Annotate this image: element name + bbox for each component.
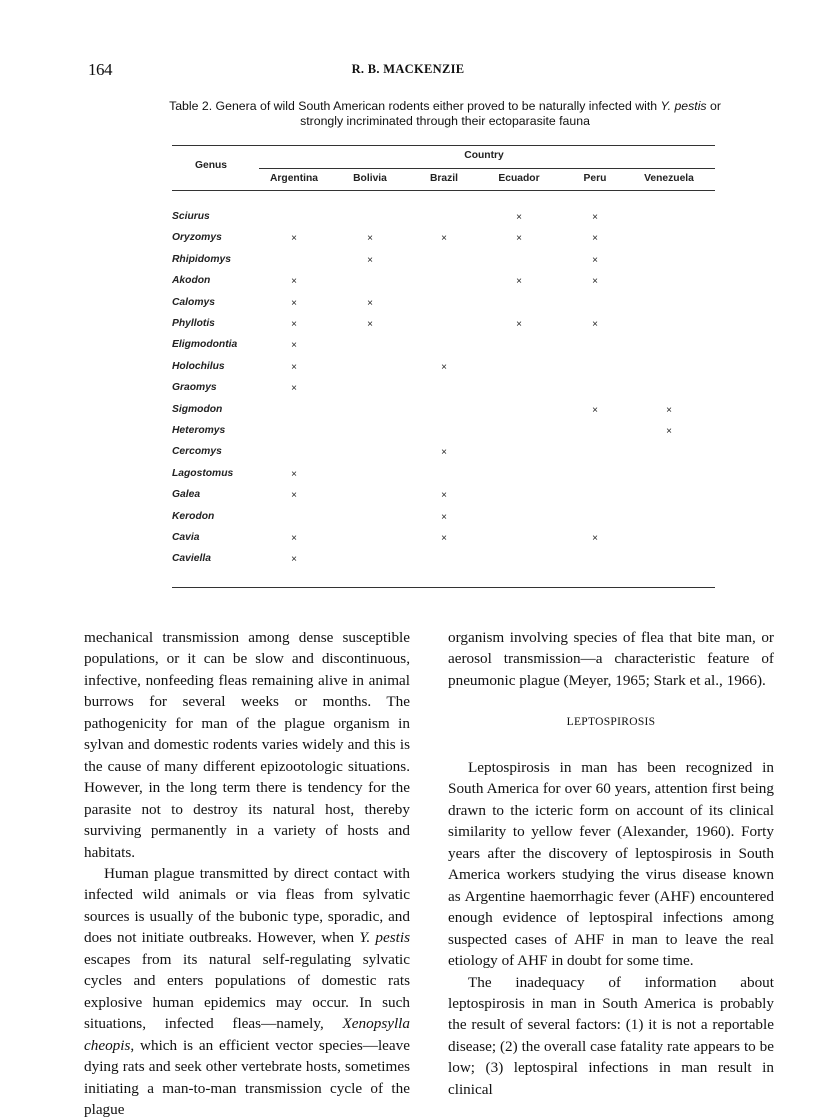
paragraph — [84, 863, 410, 1120]
genus-cell: Rhipidomys — [172, 253, 231, 265]
presence-mark: × — [592, 276, 598, 288]
caption-suffix: or strongly incriminated through their ectoparasite fauna — [300, 99, 721, 128]
right-column-top — [448, 627, 774, 691]
genus-cell: Lagostomus — [172, 467, 234, 479]
presence-mark: × — [367, 233, 373, 245]
presence-mark: × — [441, 511, 447, 523]
presence-mark: × — [666, 426, 672, 437]
presence-mark: × — [592, 533, 598, 544]
table-top-rule — [172, 145, 715, 146]
genus-cell: Akodon — [172, 275, 211, 287]
caption-italic: Y. pestis — [660, 99, 707, 113]
italic-run: Y. pestis — [359, 929, 410, 947]
paragraph: Leptospirosis in man has been recognized in South America for over 60 years, attention first being drawn to the icteric form on account of its clinical similarity to yellow fever (Alexander, 1960). Forty years after the discovery of leptospirosis in South America workers studying the virus disease known as Argentine haemorrhagic fever (AHF) encountered enough evidence of leptospiral infections among suspected cases of AHF in man to leave the real etiology of AHF in doubt for some time. — [448, 759, 774, 970]
column-header: Peru — [583, 173, 607, 184]
presence-mark: × — [516, 276, 522, 288]
page-number: 164 — [88, 60, 112, 79]
presence-mark: × — [291, 490, 297, 502]
presence-mark: × — [291, 297, 297, 309]
presence-mark: × — [441, 361, 447, 373]
genus-cell: Sciurus — [172, 211, 210, 222]
text-run: escapes from its natural self-regulating sylvatic cycles and enters populations of domestic rats explosive human epidemics may occur. In such situations, infected fleas—namely, — [84, 950, 410, 1033]
presence-mark: × — [291, 276, 297, 288]
presence-mark: × — [367, 297, 373, 309]
presence-mark: × — [441, 533, 447, 544]
presence-mark: × — [291, 319, 297, 330]
table-caption — [160, 99, 730, 129]
left-column — [84, 627, 410, 1120]
presence-mark: × — [291, 533, 297, 544]
paragraph: organism involving species of flea that bite man, or aerosol transmission—a characteristic feature of pneumonic plague (Meyer, 1965; Stark et al., 1966). — [448, 629, 774, 689]
column-header: Argentina — [269, 173, 319, 184]
presence-mark: × — [592, 212, 598, 223]
genus-cell: Cavia — [172, 532, 200, 543]
presence-mark: × — [367, 254, 373, 266]
presence-mark: × — [666, 404, 672, 416]
presence-mark: × — [441, 490, 447, 502]
presence-mark: × — [291, 233, 297, 245]
genus-cell: Kerodon — [172, 510, 215, 522]
genus-cell: Eligmodontia — [172, 339, 238, 351]
table-bottom-rule — [172, 587, 715, 588]
presence-mark: × — [291, 383, 297, 395]
genus-cell: Graomys — [172, 382, 217, 394]
genus-cell: Oryzomys — [172, 232, 222, 244]
genus-cell: Galea — [172, 489, 201, 501]
paragraph: mechanical transmission among dense susceptible populations, or it can be slow and discontinuous, infective, nonfeeding fleas remaining alive in animal burrows for several weeks or months. The pathogenicity for man of the plague organism in sylvan and domestic rodents varies widely and this is the cause of many different epizootologic situations. However, in the long term there is tendency for the parasite not to destroy its natural host, thereby surviving permanently in a variety of hosts and habitats. — [84, 629, 410, 861]
presence-mark: × — [592, 254, 598, 266]
country-header: Country — [464, 150, 504, 161]
section-title: LEPTOSPIROSIS — [566, 716, 656, 728]
presence-mark: × — [592, 319, 598, 330]
caption-prefix: Table 2. Genera of wild South American rodents either proved to be naturally infected with — [169, 99, 661, 113]
genus-header: Genus — [194, 160, 228, 171]
column-header: Bolivia — [353, 173, 387, 184]
italic-run: Xenopsylla cheopis — [84, 1015, 410, 1054]
running-head: R. B. MACKENZIE — [351, 62, 465, 76]
right-column-body — [448, 757, 774, 1100]
presence-mark: × — [516, 212, 522, 223]
header-bottom-rule — [172, 190, 715, 191]
presence-mark: × — [291, 554, 297, 566]
presence-mark: × — [291, 468, 297, 480]
presence-mark: × — [592, 404, 598, 416]
genus-cell: Calomys — [172, 296, 215, 308]
paragraph: The inadequacy of information about leptospirosis in man in South America is probably the result of several factors: (1) it is not a reportable disease; (2) the overall case fatality rate appears to be low; (3) leptospiral infections in man result in clinical — [448, 973, 774, 1098]
presence-mark: × — [592, 233, 598, 245]
genus-cell: Sigmodon — [172, 403, 223, 415]
presence-mark: × — [441, 233, 447, 245]
genus-cell: Holochilus — [172, 360, 225, 372]
column-header: Brazil — [429, 173, 459, 184]
presence-mark: × — [441, 447, 447, 459]
text-run: , which is an efficient vector species—leave dying rats and seek other vertebrate hosts, sometimes initiating a man-to-man transmission cycle of the plague — [84, 1036, 410, 1118]
presence-mark: × — [367, 319, 373, 330]
presence-mark: × — [516, 233, 522, 245]
genus-cell: Heteromys — [172, 425, 226, 436]
column-header: Venezuela — [644, 173, 694, 184]
genus-cell: Cercomys — [172, 446, 222, 458]
column-header: Ecuador — [498, 173, 540, 184]
genus-cell: Phyllotis — [172, 318, 215, 329]
country-rule — [259, 168, 715, 169]
genus-cell: Caviella — [172, 553, 211, 565]
text-run: Human plague transmitted by direct contact with infected wild animals or via fleas from sylvatic sources is usually of the bubonic type, sporadic, and does not initiate outbreaks. However, when — [84, 864, 410, 947]
presence-mark: × — [291, 361, 297, 373]
presence-mark: × — [291, 340, 297, 352]
presence-mark: × — [516, 319, 522, 330]
